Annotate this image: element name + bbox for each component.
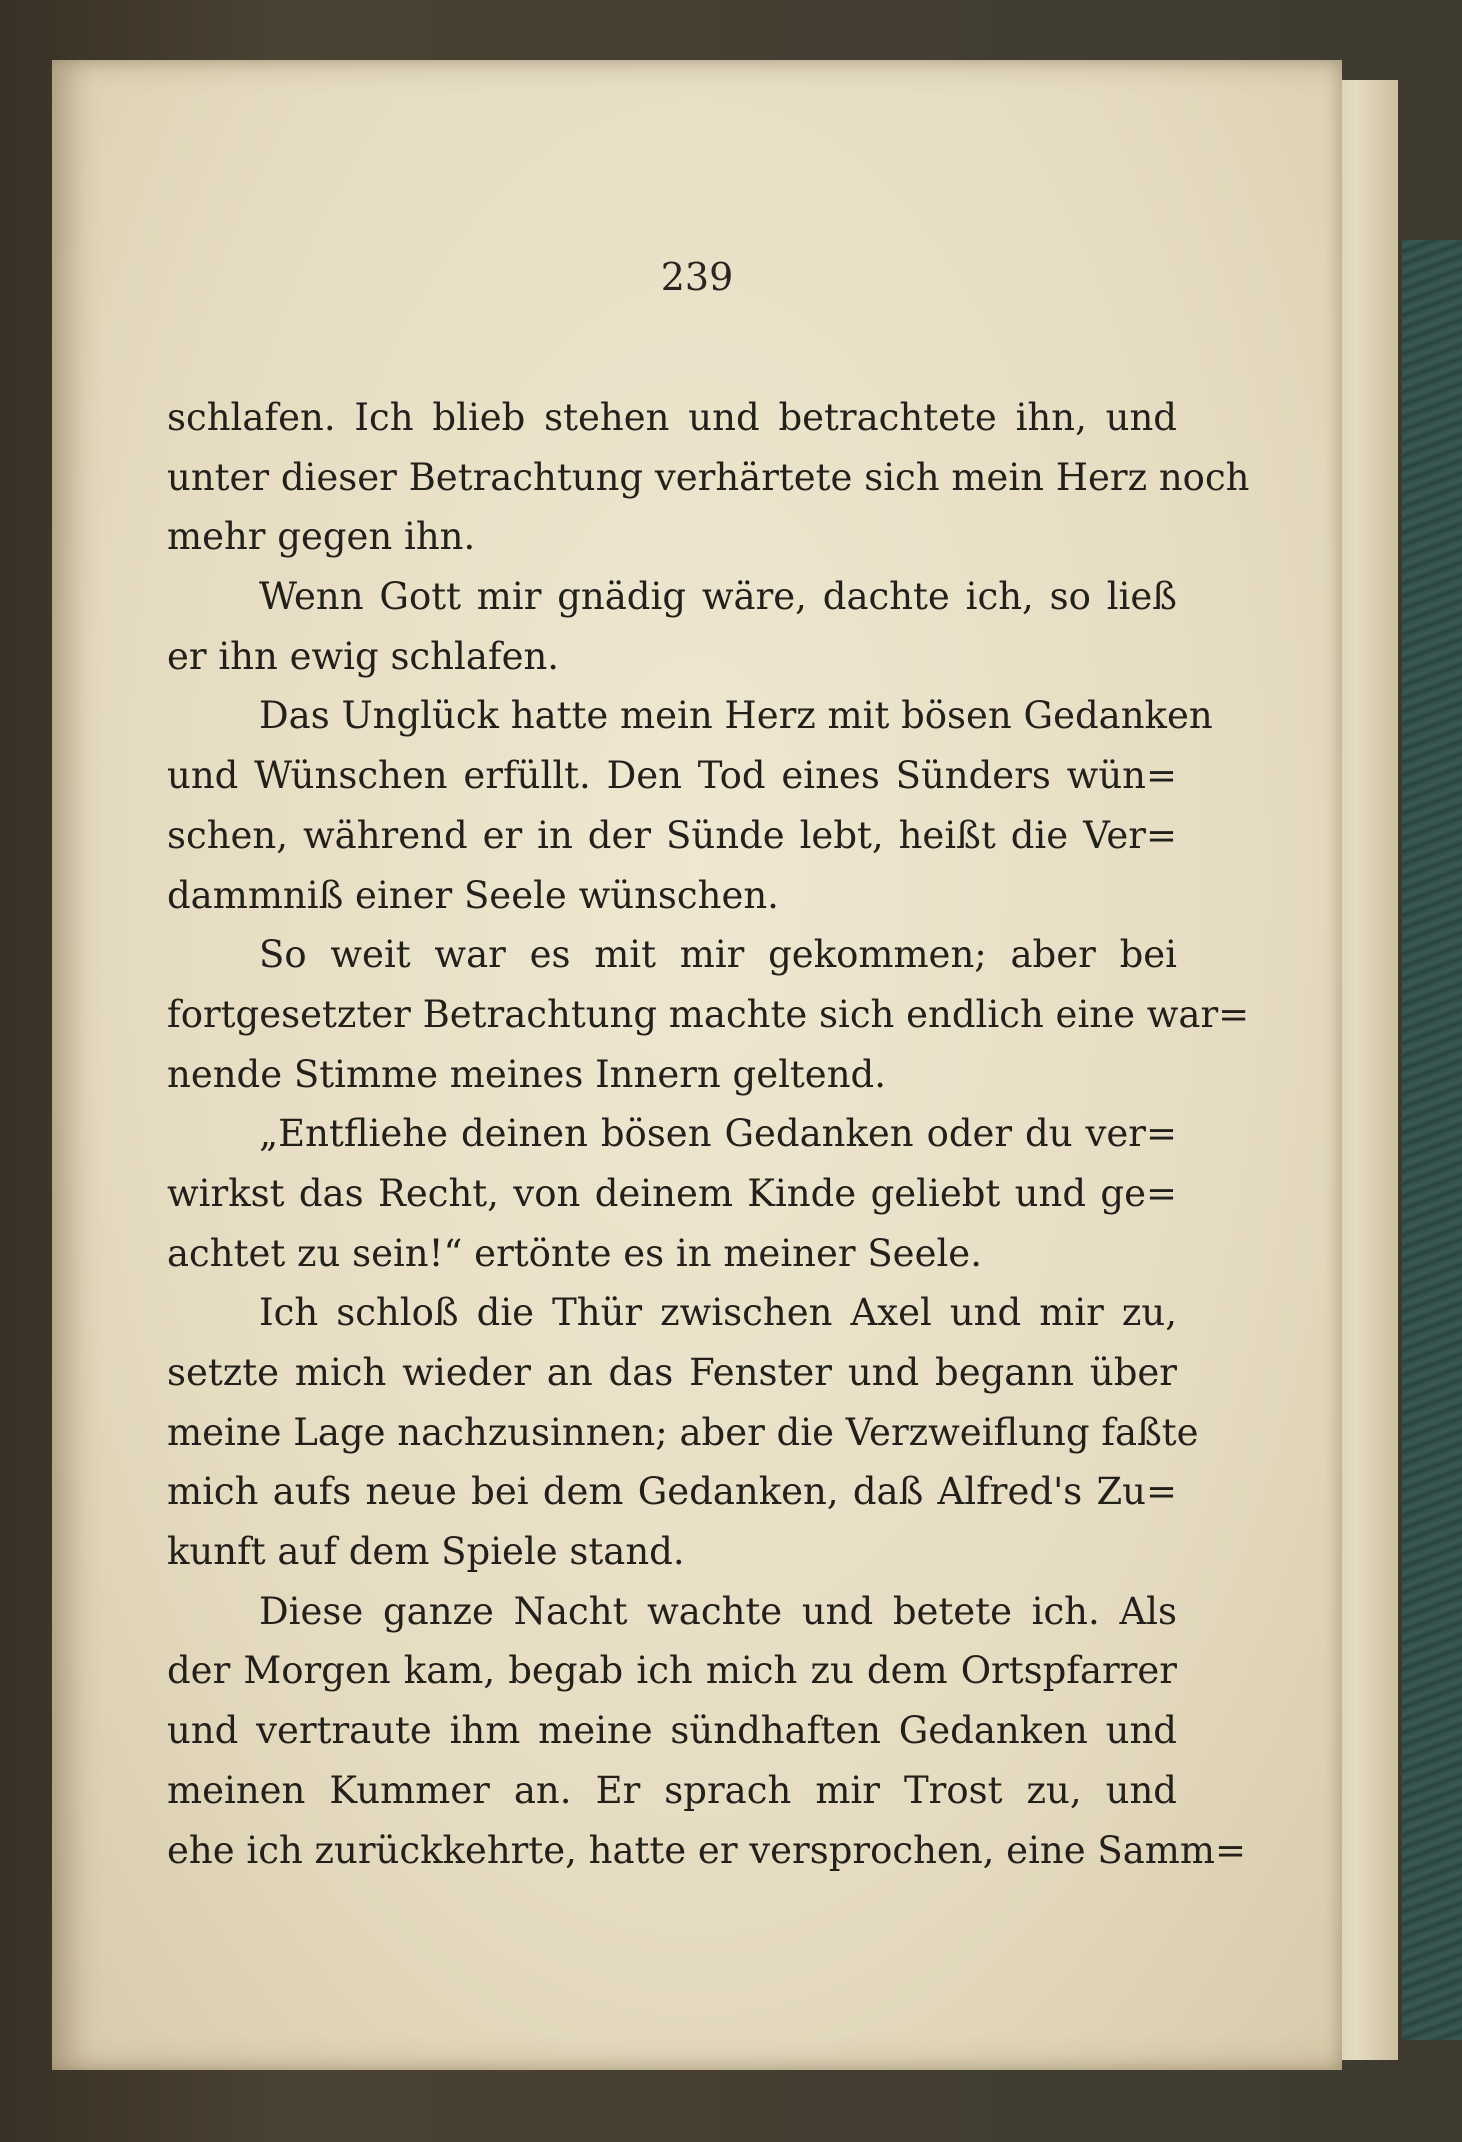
text-line: Diese ganze Nacht wachte und betete ich. Als: [259, 1589, 1177, 1633]
text-line: wirkst das Recht, von deinem Kinde geliebt und ge=: [167, 1171, 1177, 1215]
text-line: „Entfliehe deinen bösen Gedanken oder du ver=: [259, 1112, 1177, 1156]
text-line: Das Unglück hatte mein Herz mit bösen Gedanken: [259, 694, 1213, 738]
page-number: 239: [660, 255, 734, 299]
text-line: setzte mich wieder an das Fenster und begann über: [167, 1351, 1177, 1394]
text-line: unter dieser Betrachtung verhärtete sich mein Herz noch: [167, 455, 1250, 499]
book-page: [52, 60, 1342, 2070]
text-line: dammniß einer Seele wünschen.: [167, 873, 779, 917]
text-line: und vertraute ihm meine sündhaften Gedanken und: [167, 1709, 1177, 1753]
text-line: schlafen. Ich blieb stehen und betrachtete ihn, und: [167, 396, 1177, 439]
text-line: Wenn Gott mir gnädig wäre, dachte ich, so ließ: [259, 575, 1177, 619]
text-line: ehe ich zurückkehrte, hatte er versprochen, eine Samm=: [167, 1828, 1246, 1872]
text-line: nende Stimme meines Innern geltend.: [167, 1052, 886, 1096]
text-line: und Wünschen erfüllt. Den Tod eines Sünders wün=: [167, 754, 1177, 798]
text-line: achtet zu sein!“ ertönte es in meiner Seele.: [167, 1231, 982, 1275]
text-line: mich aufs neue bei dem Gedanken, daß Alfred's Zu=: [167, 1470, 1177, 1514]
cover-marbled-edge: [1402, 240, 1462, 2040]
text-line: der Morgen kam, begab ich mich zu dem Ortspfarrer: [167, 1649, 1177, 1693]
text-line: meine Lage nachzusinnen; aber die Verzweiflung faßte: [167, 1410, 1199, 1454]
text-line: kunft auf dem Spiele stand.: [167, 1530, 685, 1574]
text-line: So weit war es mit mir gekommen; aber bei: [259, 933, 1177, 977]
text-line: schen, während er in der Sünde lebt, heißt die Ver=: [167, 813, 1177, 857]
text-line: meinen Kummer an. Er sprach mir Trost zu, und: [167, 1768, 1177, 1812]
text-line: fortgesetzter Betrachtung machte sich endlich eine war=: [167, 992, 1250, 1036]
text-line: mehr gegen ihn.: [167, 515, 476, 559]
text-line: Ich schloß die Thür zwischen Axel und mir zu,: [259, 1291, 1177, 1335]
text-line: er ihn ewig schlafen.: [167, 634, 560, 678]
page-text: [167, 388, 1250, 1880]
